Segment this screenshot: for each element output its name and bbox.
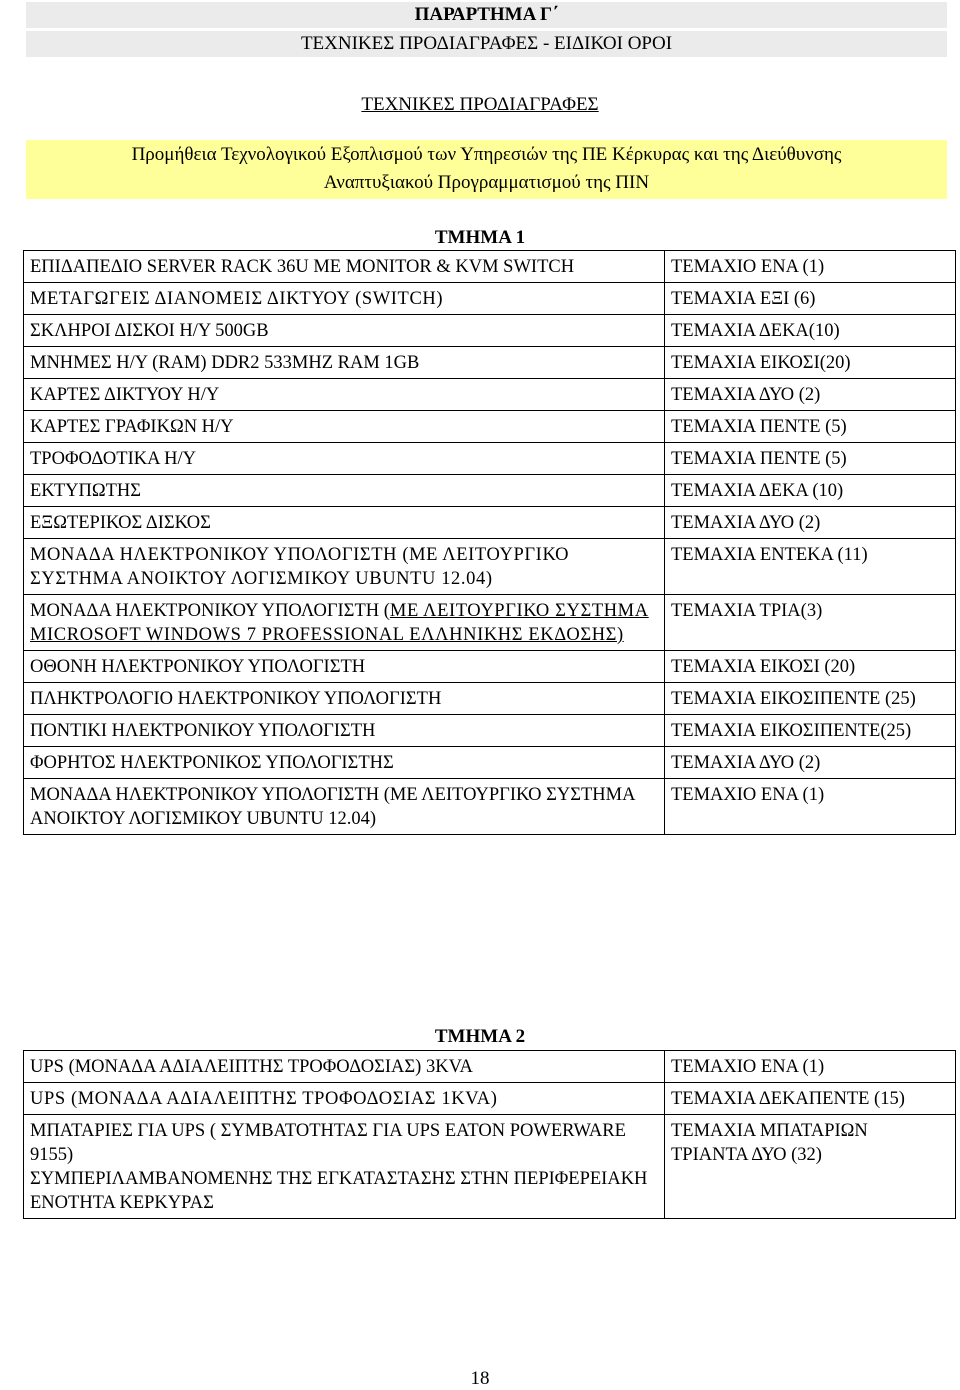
item-quantity: ΤΕΜΑΧΙΑ ΔΕΚΑΠΕΝΤΕ (15) xyxy=(665,1083,956,1115)
table-row xyxy=(24,1083,956,1115)
item-description-line-1: ΜΠΑΤΑΡΙΕΣ ΓΙΑ UPS ( ΣΥΜΒΑΤΟΤΗΤΑΣ ΓΙΑ UPS EATON POWERWARE 9155) xyxy=(30,1121,626,1165)
item-description-underlined: ΜΕ ΛΕΙΤΟΥΡΓΙΚΟ ΣΥΣΤΗΜΑ MICROSOFT WINDOWS 7 PROFESSIONAL ΕΛΛΗΝΙΚΗΣ ΕΚΔΟΣΗΣ) xyxy=(30,601,649,645)
item-quantity: ΤΕΜΑΧΙΑ ΠΕΝΤΕ (5) xyxy=(665,443,956,475)
table-row xyxy=(24,379,956,411)
item-description: ΜΝΗΜΕΣ Η/Υ (RAM) DDR2 533MHZ RAM 1GB xyxy=(24,347,665,379)
table-row xyxy=(24,315,956,347)
item-quantity: ΤΕΜΑΧΙΟ ΕΝΑ (1) xyxy=(665,1051,956,1083)
item-quantity: ΤΕΜΑΧΙΑ ΕΙΚΟΣΙ(20) xyxy=(665,347,956,379)
table-row xyxy=(24,411,956,443)
item-quantity: ΤΕΜΑΧΙΟ ΕΝΑ (1) xyxy=(665,779,956,835)
item-description: ΕΠΙΔΑΠΕΔΙΟ SERVER RACK 36U ME MONITOR & KVM SWITCH xyxy=(24,251,665,283)
table-row xyxy=(24,347,956,379)
item-description xyxy=(24,595,665,651)
table-row xyxy=(24,651,956,683)
table-row xyxy=(24,507,956,539)
item-description: UPS (ΜΟΝΑΔΑ ΑΔΙΑΛΕΙΠΤΗΣ ΤΡΟΦΟΔΟΣΙΑΣ) 3KVA xyxy=(24,1051,665,1083)
section-2-table xyxy=(23,1050,956,1219)
item-description-plain: ΜΟΝΑΔΑ ΗΛΕΚΤΡΟΝΙΚΟΥ ΥΠΟΛΟΓΙΣΤΗ ( xyxy=(30,601,390,621)
procurement-title-line-1: Προμήθεια Τεχνολογικού Εξοπλισμού των Υπηρεσιών της ΠΕ Κέρκυρας και της Διεύθυνσης xyxy=(131,144,842,165)
tech-specs-heading: ΤΕΧΝΙΚΕΣ ΠΡΟΔΙΑΓΡΑΦΕΣ xyxy=(361,94,599,115)
item-description: ΜΟΝΑΔΑ ΗΛΕΚΤΡΟΝΙΚΟΥ ΥΠΟΛΟΓΙΣΤΗ (ΜΕ ΛΕΙΤΟΥΡΓΙΚΟ ΣΥΣΤΗΜΑ ΑΝΟΙΚΤΟΥ ΛΟΓΙΣΜΙΚΟΥ UBUNTU 12.04) xyxy=(24,779,665,835)
item-quantity: ΤΕΜΑΧΙΑ ΔΥΟ (2) xyxy=(665,379,956,411)
item-description: ΚΑΡΤΕΣ ΔΙΚΤΥΟΥ Η/Υ xyxy=(24,379,665,411)
item-description: ΠΟΝΤΙΚΙ ΗΛΕΚΤΡΟΝΙΚΟΥ ΥΠΟΛΟΓΙΣΤΗ xyxy=(24,715,665,747)
item-description: ΟΘΟΝΗ ΗΛΕΚΤΡΟΝΙΚΟΥ ΥΠΟΛΟΓΙΣΤΗ xyxy=(24,651,665,683)
item-description: ΦΟΡΗΤΟΣ ΗΛΕΚΤΡΟΝΙΚΟΣ ΥΠΟΛΟΓΙΣΤΗΣ xyxy=(24,747,665,779)
item-description: ΜΟΝΑΔΑ ΗΛΕΚΤΡΟΝΙΚΟΥ ΥΠΟΛΟΓΙΣΤΗ (ΜΕ ΛΕΙΤΟΥΡΓΙΚΟ ΣΥΣΤΗΜΑ ΑΝΟΙΚΤΟΥ ΛΟΓΙΣΜΙΚΟΥ UBUNTU 12.04) xyxy=(24,539,665,595)
item-description: UPS (ΜΟΝΑΔΑ ΑΔΙΑΛΕΙΠΤΗΣ ΤΡΟΦΟΔΟΣΙΑΣ 1KVA) xyxy=(24,1083,665,1115)
procurement-title-box xyxy=(26,140,947,199)
item-quantity: ΤΕΜΑΧΙΑ ΔΥΟ (2) xyxy=(665,507,956,539)
section-1-title: ΤΜΗΜΑ 1 xyxy=(434,227,526,248)
table-row xyxy=(24,779,956,835)
item-quantity: ΤΕΜΑΧΙΑ ΕΙΚΟΣΙΠΕΝΤΕ (25) xyxy=(665,683,956,715)
table-row xyxy=(24,283,956,315)
annex-subtitle: ΤΕΧΝΙΚΕΣ ΠΡΟΔΙΑΓΡΑΦΕΣ - ΕΙΔΙΚΟΙ ΟΡΟΙ xyxy=(26,31,947,57)
item-description-line-2: ΣΥΜΠΕΡΙΛΑΜΒΑΝΟΜΕΝΗΣ ΤΗΣ ΕΓΚΑΤΑΣΤΑΣΗΣ ΣΤΗΝ ΠΕΡΙΦΕΡΕΙΑΚΗ ΕΝΟΤΗΤΑ ΚΕΡΚΥΡΑΣ xyxy=(30,1169,648,1213)
section-2-title: ΤΜΗΜΑ 2 xyxy=(434,1026,526,1047)
item-quantity: ΤΕΜΑΧΙΑ ΕΙΚΟΣΙ (20) xyxy=(665,651,956,683)
item-description: ΕΞΩΤΕΡΙΚΟΣ ΔΙΣΚΟΣ xyxy=(24,507,665,539)
item-quantity: ΤΕΜΑΧΙΑ ΕΙΚΟΣΙΠΕΝΤΕ(25) xyxy=(665,715,956,747)
item-description: ΣΚΛΗΡΟΙ ΔΙΣΚΟΙ Η/Υ 500GB xyxy=(24,315,665,347)
table-row xyxy=(24,251,956,283)
item-description: ΤΡΟΦΟΔΟΤΙΚΑ Η/Υ xyxy=(24,443,665,475)
table-row xyxy=(24,683,956,715)
procurement-title-line-2: Αναπτυξιακού Προγραμματισμού της ΠΙΝ xyxy=(323,172,650,193)
item-quantity: ΤΕΜΑΧΙΑ ΔΥΟ (2) xyxy=(665,747,956,779)
item-description: ΠΛΗΚΤΡΟΛΟΓΙΟ ΗΛΕΚΤΡΟΝΙΚΟΥ ΥΠΟΛΟΓΙΣΤΗ xyxy=(24,683,665,715)
item-quantity: ΤΕΜΑΧΙΑ ΤΡΙΑ(3) xyxy=(665,595,956,651)
item-quantity: ΤΕΜΑΧΙΟ ΕΝΑ (1) xyxy=(665,251,956,283)
table-row xyxy=(24,715,956,747)
item-quantity: ΤΕΜΑΧΙΑ ΔΕΚΑ (10) xyxy=(665,475,956,507)
table-row xyxy=(24,1051,956,1083)
item-quantity: ΤΕΜΑΧΙΑ ΕΝΤΕΚΑ (11) xyxy=(665,539,956,595)
item-description: ΕΚΤΥΠΩΤΗΣ xyxy=(24,475,665,507)
table-row xyxy=(24,539,956,595)
table-row xyxy=(24,475,956,507)
section-1-table xyxy=(23,250,956,835)
table-row xyxy=(24,595,956,651)
item-description: ΜΕΤΑΓΩΓΕΙΣ ΔΙΑΝΟΜΕΙΣ ΔΙΚΤΥΟΥ (SWITCH) xyxy=(24,283,665,315)
item-quantity: ΤΕΜΑΧΙΑ ΜΠΑΤΑΡΙΩΝ ΤΡΙΑΝΤΑ ΔΥΟ (32) xyxy=(665,1115,956,1219)
item-description: ΚΑΡΤΕΣ ΓΡΑΦΙΚΩΝ Η/Υ xyxy=(24,411,665,443)
table-row xyxy=(24,443,956,475)
annex-title: ΠΑΡΑΡΤΗΜΑ Γ΄ xyxy=(26,2,947,28)
table-row xyxy=(24,1115,956,1219)
item-quantity: ΤΕΜΑΧΙΑ ΠΕΝΤΕ (5) xyxy=(665,411,956,443)
item-quantity: ΤΕΜΑΧΙΑ ΕΞΙ (6) xyxy=(665,283,956,315)
page-number: 18 xyxy=(470,1368,490,1389)
table-row xyxy=(24,747,956,779)
item-description xyxy=(24,1115,665,1219)
item-quantity: ΤΕΜΑΧΙΑ ΔΕΚΑ(10) xyxy=(665,315,956,347)
